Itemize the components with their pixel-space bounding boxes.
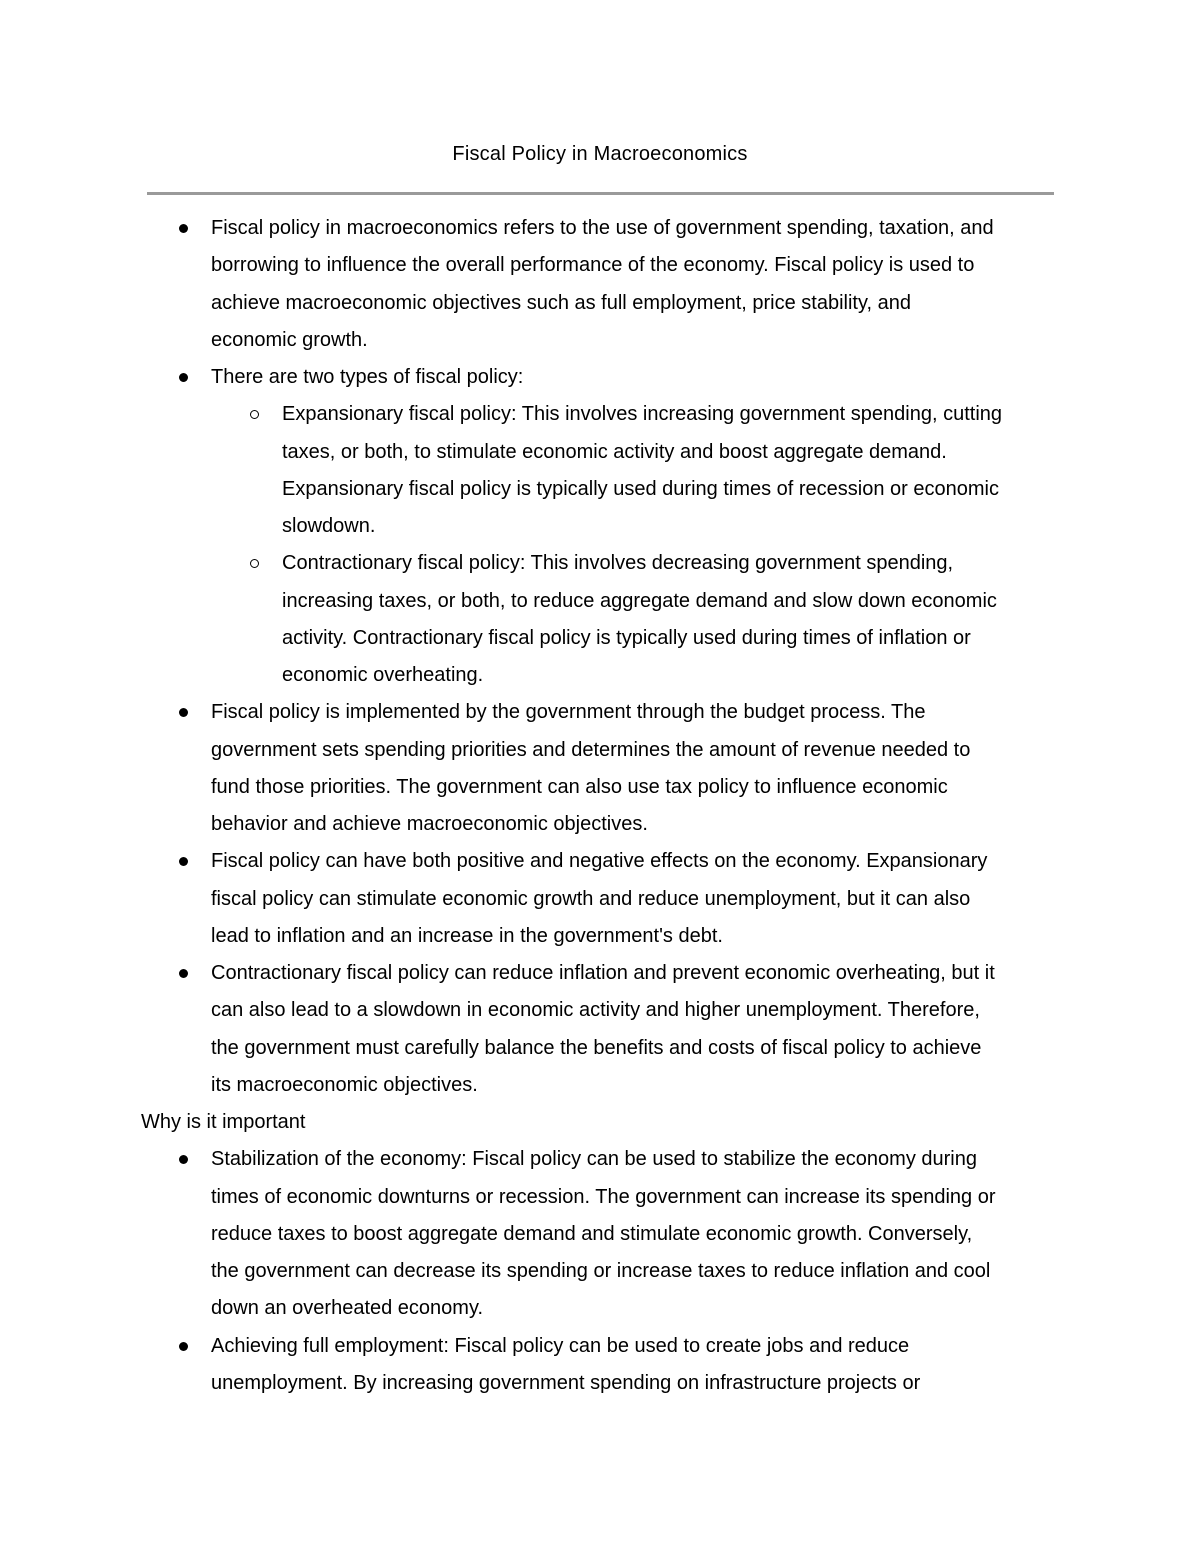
list-item-line: unemployment. By increasing government spending on infrastructure projects or (211, 1371, 921, 1394)
list-item-line: fiscal policy can stimulate economic growth and reduce unemployment, but it can also (211, 887, 971, 910)
list-item-line: government sets spending priorities and determines the amount of revenue needed to (211, 738, 971, 761)
circle-bullet-icon (250, 559, 259, 568)
title-divider (147, 192, 1054, 195)
sub-list-item-line: activity. Contractionary fiscal policy is typically used during times of inflation or (282, 626, 971, 649)
list-item-line: economic growth. (211, 328, 368, 351)
list-item-line: lead to inflation and an increase in the government's debt. (211, 924, 723, 947)
sub-list-item-line: Contractionary fiscal policy: This involves decreasing government spending, (282, 552, 954, 575)
list-item-line: borrowing to influence the overall performance of the economy. Fiscal policy is used to (211, 254, 975, 277)
disc-bullet-icon (179, 1155, 188, 1164)
disc-bullet-icon (179, 1342, 188, 1351)
section-heading: Why is it important (141, 1111, 306, 1133)
list-item-line: fund those priorities. The government can also use tax policy to influence economic (211, 775, 948, 798)
circle-bullet-icon (250, 410, 259, 419)
list-item-line: Contractionary fiscal policy can reduce inflation and prevent economic overheating, but it (211, 962, 995, 984)
list-item-line: behavior and achieve macroeconomic objectives. (211, 813, 648, 835)
list-item-line: the government must carefully balance the benefits and costs of fiscal policy to achieve (211, 1036, 982, 1059)
list-item-line: reduce taxes to boost aggregate demand and stimulate economic growth. Conversely, (211, 1222, 973, 1245)
list-item-line: Fiscal policy can have both positive and negative effects on the economy. Expansionary (211, 850, 988, 873)
list-item-line: down an overheated economy. (211, 1297, 484, 1320)
list-item-line: Achieving full employment: Fiscal policy can be used to create jobs and reduce (211, 1334, 910, 1357)
sub-list-item-line: taxes, or both, to stimulate economic activity and boost aggregate demand. (282, 440, 947, 463)
disc-bullet-icon (179, 857, 188, 866)
list-item-line: Fiscal policy is implemented by the government through the budget process. The (211, 701, 926, 724)
disc-bullet-icon (179, 969, 188, 978)
list-item-line: can also lead to a slowdown in economic activity and higher unemployment. Therefore, (211, 999, 980, 1022)
sub-list-item-line: Expansionary fiscal policy is typically used during times of recession or economic (282, 477, 999, 500)
disc-bullet-icon (179, 373, 188, 382)
list-item-line: times of economic downturns or recession. The government can increase its spending or (211, 1185, 996, 1208)
sub-list-item-line: Expansionary fiscal policy: This involves increasing government spending, cutting (282, 403, 1003, 426)
sub-list-item-line: increasing taxes, or both, to reduce aggregate demand and slow down economic (282, 589, 997, 612)
sub-list-item-line: economic overheating. (282, 664, 484, 686)
list-item-line: achieve macroeconomic objectives such as full employment, price stability, and (211, 291, 911, 314)
disc-bullet-icon (179, 224, 188, 233)
document-title: Fiscal Policy in Macroeconomics (452, 143, 748, 165)
list-item-line: its macroeconomic objectives. (211, 1073, 478, 1096)
list-item-line: Stabilization of the economy: Fiscal policy can be used to stabilize the economy during (211, 1148, 977, 1171)
list-item-line: the government can decrease its spending or increase taxes to reduce inflation and cool (211, 1260, 991, 1282)
disc-bullet-icon (179, 708, 188, 717)
sub-list-item-line: slowdown. (282, 515, 376, 537)
list-item-line: Fiscal policy in macroeconomics refers to the use of government spending, taxation, and (211, 217, 994, 239)
list-item-line: There are two types of fiscal policy: (211, 366, 524, 388)
